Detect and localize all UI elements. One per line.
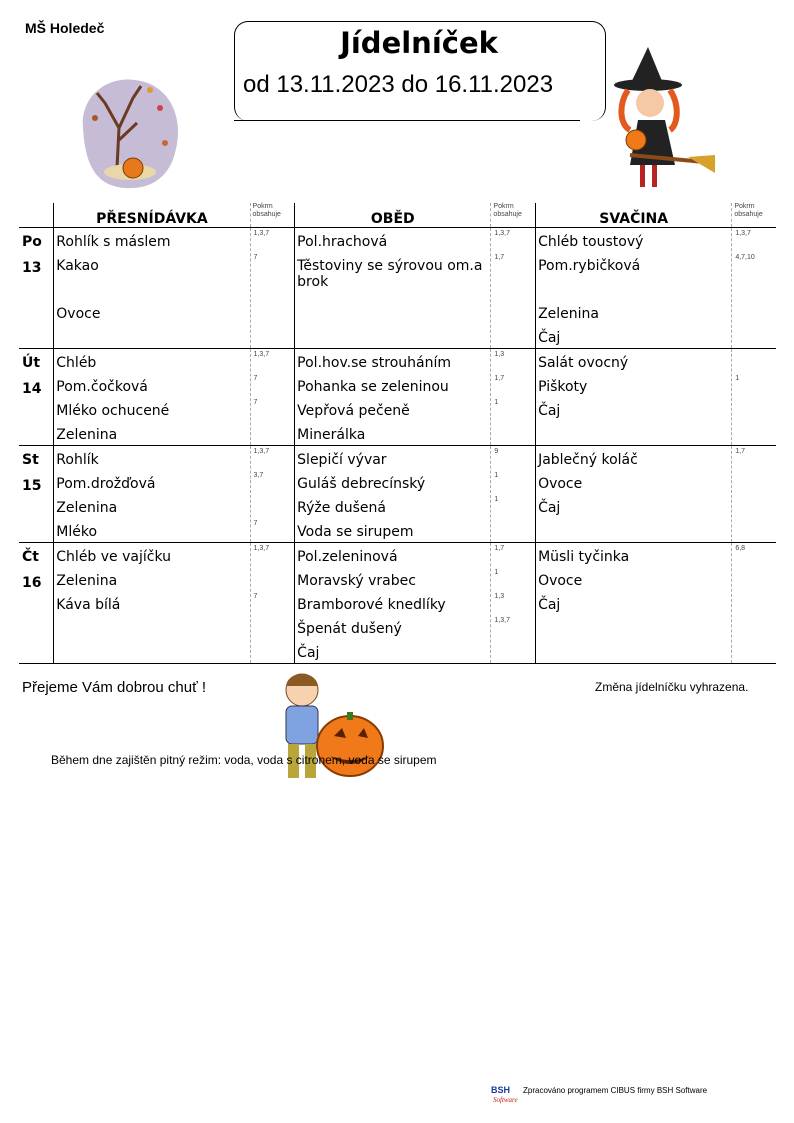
allergen-code [732, 591, 776, 615]
breakfast-header: PŘESNÍDÁVKA [54, 203, 250, 228]
snack-cell [536, 228, 732, 349]
food-item: Čaj [538, 597, 561, 613]
day-row [19, 543, 776, 664]
food-item: Čaj [538, 500, 561, 516]
allergen-code [732, 324, 776, 348]
autumn-tree-illustration [75, 68, 185, 193]
allergen-code: 9 [494, 448, 499, 455]
food-item: Vepřová pečeně [297, 403, 410, 419]
day-name: Út [22, 355, 41, 371]
food-item: Pohanka se zeleninou [297, 379, 449, 395]
allergen-cell [250, 446, 295, 543]
lunch-header: OBĚD [295, 203, 491, 228]
allergen-cell [250, 543, 295, 664]
food-item: Rohlík [56, 452, 99, 468]
allergen-code: 7 [253, 254, 258, 261]
allergen-code [251, 567, 295, 591]
allergen-code: 1 [735, 375, 740, 382]
allergen-cell [732, 228, 776, 349]
day-name: Čt [22, 549, 39, 565]
food-item: Káva bílá [56, 597, 121, 613]
food-item: Chléb ve vajíčku [56, 549, 172, 565]
food-item: Pol.hov.se strouháním [297, 355, 451, 371]
allergen-code: 1,3,7 [735, 230, 751, 237]
food-item: Guláš debrecínský [297, 476, 426, 492]
allergen-code [732, 470, 776, 494]
food-item: Müsli tyčinka [538, 549, 630, 565]
food-item: Těstoviny se sýrovou om.a brok [297, 258, 483, 290]
food-item: Chléb toustový [538, 234, 644, 250]
allergen-cell [732, 349, 776, 446]
lunch-cell [295, 446, 491, 543]
allergen-code: 1,3,7 [253, 230, 270, 237]
allergen-code: 7 [253, 399, 258, 406]
food-item: Čaj [297, 645, 320, 661]
food-item: Pol.zeleninová [297, 549, 398, 565]
snack-header: SVAČINA [536, 203, 732, 228]
breakfast-cell [54, 228, 250, 349]
food-item: Ovoce [538, 573, 583, 589]
allergen-code: 1,3 [494, 593, 505, 600]
food-item: Piškoty [538, 379, 588, 395]
allergen-code [732, 349, 776, 373]
allergen-code [732, 300, 776, 324]
food-item [536, 276, 731, 300]
allergen-code: 1,3,7 [253, 351, 270, 358]
witch-illustration [600, 45, 718, 197]
allergen-header: Pokrm obsahuje [491, 203, 536, 228]
lunch-cell [295, 349, 491, 446]
day-row [19, 349, 776, 446]
svg-text:Software: Software [493, 1096, 518, 1104]
table-header-row [19, 203, 776, 228]
day-name: Po [22, 234, 42, 250]
snack-cell [536, 543, 732, 664]
allergen-code: 7 [253, 520, 258, 527]
bsh-logo [490, 1083, 520, 1105]
allergen-code: 1,7 [494, 545, 505, 552]
food-item: Čaj [538, 403, 561, 419]
allergen-cell [491, 349, 536, 446]
allergen-code [732, 567, 776, 591]
drinking-regime-note: Během dne zajištěn pitný režim: voda, voda s citronem, voda se sirupem [51, 753, 437, 767]
day-cell [19, 349, 54, 446]
food-item: Kakao [56, 258, 99, 274]
allergen-cell [491, 446, 536, 543]
lunch-cell [295, 543, 491, 664]
school-name: MŠ Holedeč [25, 20, 105, 36]
date-range: od 13.11.2023 do 16.11.2023 [243, 71, 554, 98]
food-item: Moravský vrabec [297, 573, 416, 589]
allergen-code: 1,3,7 [494, 617, 510, 624]
day-number: 14 [22, 381, 42, 397]
food-item: Rýže dušená [297, 500, 386, 516]
day-header [19, 203, 54, 228]
allergen-cell [491, 228, 536, 349]
allergen-code: 1,3 [494, 351, 505, 358]
svg-text:BSH: BSH [491, 1085, 511, 1095]
day-row [19, 228, 776, 349]
food-item: Čaj [538, 330, 561, 346]
page-title: Jídelníček [340, 26, 498, 60]
allergen-header: Pokrm obsahuje [732, 203, 776, 228]
allergen-code: 1 [494, 399, 499, 406]
allergen-code: 7 [253, 593, 258, 600]
food-item: Minerálka [297, 427, 366, 443]
day-cell [19, 543, 54, 664]
title-underline [234, 120, 580, 121]
day-number: 15 [22, 478, 42, 494]
allergen-code [732, 494, 776, 518]
lunch-cell [295, 228, 491, 349]
day-number: 13 [22, 260, 42, 276]
allergen-code: 1 [494, 496, 499, 503]
allergen-code [732, 397, 776, 421]
food-item: Pol.hrachová [297, 234, 388, 250]
food-item: Zelenina [56, 573, 118, 589]
wish-text: Přejeme Vám dobrou chuť ! [22, 679, 207, 696]
change-notice: Změna jídelníčku vyhrazena. [595, 680, 749, 694]
snack-cell [536, 349, 732, 446]
breakfast-cell [54, 543, 250, 664]
food-item: Jablečný koláč [538, 452, 638, 468]
food-item: Bramborové knedlíky [297, 597, 446, 613]
food-item: Pom.čočková [56, 379, 148, 395]
allergen-cell [250, 228, 295, 349]
allergen-code: 1,3,7 [253, 545, 270, 552]
day-row [19, 446, 776, 543]
allergen-code: 1,7 [494, 254, 505, 261]
breakfast-cell [54, 446, 250, 543]
day-cell [19, 228, 54, 349]
allergen-code: 1 [494, 472, 499, 479]
food-item: Zelenina [56, 500, 118, 516]
allergen-code: 1,7 [735, 448, 746, 455]
allergen-code: 1,3,7 [494, 230, 510, 237]
allergen-code [491, 639, 535, 663]
food-item: Slepičí vývar [297, 452, 387, 468]
food-item: Zelenina [56, 427, 118, 443]
breakfast-cell [54, 349, 250, 446]
allergen-code [251, 421, 295, 445]
allergen-code [491, 421, 535, 445]
allergen-code: 1 [494, 569, 499, 576]
food-item: Voda se sirupem [297, 524, 414, 540]
allergen-code [491, 518, 535, 542]
food-item: Pom.drožďová [56, 476, 156, 492]
food-item: Ovoce [56, 306, 101, 322]
allergen-code [251, 494, 295, 518]
allergen-cell [250, 349, 295, 446]
allergen-code [251, 300, 295, 324]
snack-cell [536, 446, 732, 543]
food-item [54, 276, 249, 300]
allergen-code [251, 276, 295, 300]
allergen-code: 1,7 [494, 375, 505, 382]
menu-table [19, 203, 776, 664]
allergen-code: 4,7,10 [735, 254, 755, 261]
day-name: St [22, 452, 39, 468]
allergen-code: 3,7 [253, 472, 264, 479]
allergen-code: 7 [253, 375, 258, 382]
food-item: Zelenina [538, 306, 599, 322]
allergen-code: 6,8 [735, 545, 746, 552]
allergen-cell [732, 446, 776, 543]
food-item: Rohlík s máslem [56, 234, 171, 250]
food-item: Pom.rybičková [538, 258, 641, 274]
food-item: Salát ovocný [538, 355, 629, 371]
day-cell [19, 446, 54, 543]
allergen-header: Pokrm obsahuje [250, 203, 295, 228]
food-item: Špenát dušený [297, 621, 402, 637]
allergen-code [732, 276, 776, 300]
day-number: 16 [22, 575, 42, 591]
software-credit: Zpracováno programem CIBUS firmy BSH Software [523, 1086, 708, 1095]
allergen-code: 1,3,7 [253, 448, 270, 455]
allergen-cell [732, 543, 776, 664]
food-item: Chléb [56, 355, 97, 371]
food-item: Mléko ochucené [56, 403, 170, 419]
food-item: Mléko [56, 524, 98, 540]
boy-pumpkin-illustration [272, 668, 387, 786]
allergen-cell [491, 543, 536, 664]
food-item: Ovoce [538, 476, 583, 492]
